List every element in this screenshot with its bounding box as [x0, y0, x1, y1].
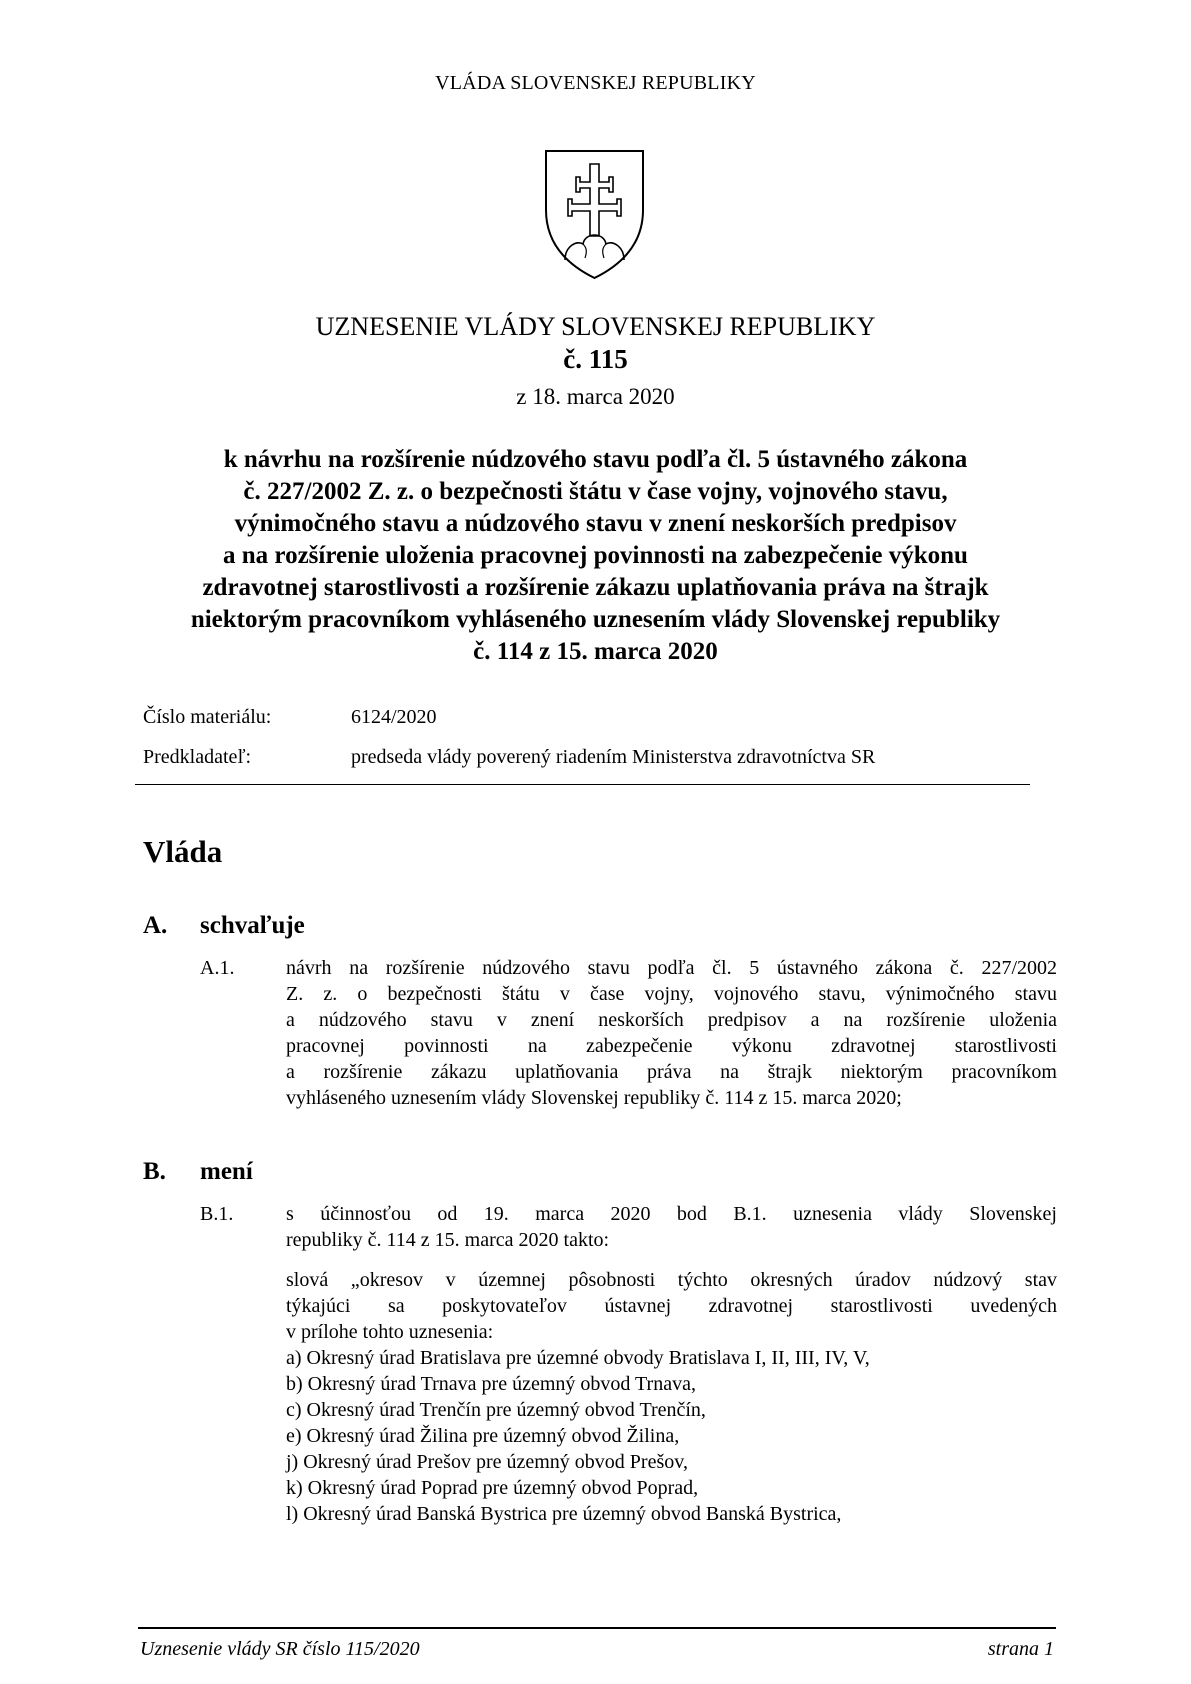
- list-item: l) Okresný úrad Banská Bystrica pre územný obvod Banská Bystrica,: [286, 1503, 842, 1525]
- paragraph-line: slová „okresov v územnej pôsobnosti týchto okresných úradov núdzový stav: [286, 1269, 1057, 1291]
- resolution-date: z 18. marca 2020: [516, 384, 675, 409]
- footer-page-number: strana 1: [987, 1638, 1054, 1660]
- item-b1-number: B.1.: [200, 1203, 234, 1225]
- submitter-value: predseda vlády poverený riadením Ministerstva zdravotníctva SR: [351, 746, 876, 768]
- list-item: a) Okresný úrad Bratislava pre územné obvody Bratislava I, II, III, IV, V,: [286, 1347, 870, 1369]
- paragraph-line: a núdzového stavu v znení neskorších predpisov a na rozšírenie uloženia: [286, 1009, 1057, 1031]
- slovak-coat-of-arms-icon: [543, 148, 646, 281]
- paragraph-line: pracovnej povinnosti na zabezpečenie výkonu zdravotnej starostlivosti: [286, 1035, 1057, 1057]
- footer-divider: [138, 1627, 1056, 1629]
- body-heading: Vláda: [143, 834, 223, 869]
- paragraph-line: týkajúci sa poskytovateľov ústavnej zdravotnej starostlivosti uvedených: [286, 1295, 1057, 1317]
- subject-line: niektorým pracovníkom vyhláseného uznesením vlády Slovenskej republiky: [190, 606, 1001, 633]
- section-b-letter: B.: [143, 1158, 166, 1185]
- section-a-title: schvaľuje: [200, 912, 305, 939]
- material-number-value: 6124/2020: [351, 706, 437, 728]
- list-item: b) Okresný úrad Trnava pre územný obvod Trnava,: [286, 1373, 696, 1395]
- item-b1-quote: [286, 1267, 1057, 1345]
- item-b1-text: [286, 1201, 1057, 1253]
- subject-line: zdravotnej starostlivosti a rozšírenie zákazu uplatňovania práva na štrajk: [202, 574, 989, 601]
- list-item: e) Okresný úrad Žilina pre územný obvod Žilina,: [286, 1425, 680, 1447]
- subject-line: výnimočného stavu a núdzového stavu v znení neskorších predpisov: [234, 510, 957, 537]
- paragraph-line: Z. z. o bezpečnosti štátu v čase vojny, vojnového stavu, výnimočného stavu: [286, 983, 1057, 1005]
- government-header: VLÁDA SLOVENSKEJ REPUBLIKY: [435, 72, 756, 94]
- footer-document-reference: Uznesenie vlády SR číslo 115/2020: [140, 1638, 420, 1660]
- office-list: [286, 1345, 870, 1527]
- subject-line: a na rozšírenie uloženia pracovnej povinnosti na zabezpečenie výkonu: [223, 542, 968, 569]
- material-number-label: Číslo materiálu:: [143, 706, 272, 728]
- paragraph-line: vyhláseného uznesením vlády Slovenskej republiky č. 114 z 15. marca 2020;: [286, 1087, 902, 1109]
- resolution-number: č. 115: [563, 344, 628, 374]
- section-a-letter: A.: [143, 912, 168, 939]
- resolution-title: UZNESENIE VLÁDY SLOVENSKEJ REPUBLIKY: [315, 312, 876, 341]
- list-item: j) Okresný úrad Prešov pre územný obvod Prešov,: [286, 1451, 688, 1473]
- paragraph-line: republiky č. 114 z 15. marca 2020 takto:: [286, 1229, 610, 1251]
- item-a1-number: A.1.: [200, 957, 235, 979]
- subject-line: k návrhu na rozšírenie núdzového stavu podľa čl. 5 ústavného zákona: [223, 446, 968, 473]
- paragraph-line: návrh na rozšírenie núdzového stavu podľa čl. 5 ústavného zákona č. 227/2002: [286, 957, 1057, 979]
- subject-line: č. 227/2002 Z. z. o bezpečnosti štátu v čase vojny, vojnového stavu,: [243, 478, 948, 505]
- resolution-subject: [130, 444, 1061, 668]
- paragraph-line: v prílohe tohto uznesenia:: [286, 1321, 494, 1343]
- submitter-label: Predkladateľ:: [143, 746, 252, 768]
- paragraph-line: s účinnosťou od 19. marca 2020 bod B.1. uznesenia vlády Slovenskej: [286, 1203, 1057, 1225]
- subject-line: č. 114 z 15. marca 2020: [473, 638, 718, 665]
- meta-divider: [135, 784, 1030, 785]
- list-item: c) Okresný úrad Trenčín pre územný obvod Trenčín,: [286, 1399, 706, 1421]
- paragraph-line: a rozšírenie zákazu uplatňovania práva na štrajk niektorým pracovníkom: [286, 1061, 1057, 1083]
- section-b-title: mení: [200, 1158, 253, 1185]
- item-a1-text: [286, 955, 1057, 1111]
- list-item: k) Okresný úrad Poprad pre územný obvod Poprad,: [286, 1477, 699, 1499]
